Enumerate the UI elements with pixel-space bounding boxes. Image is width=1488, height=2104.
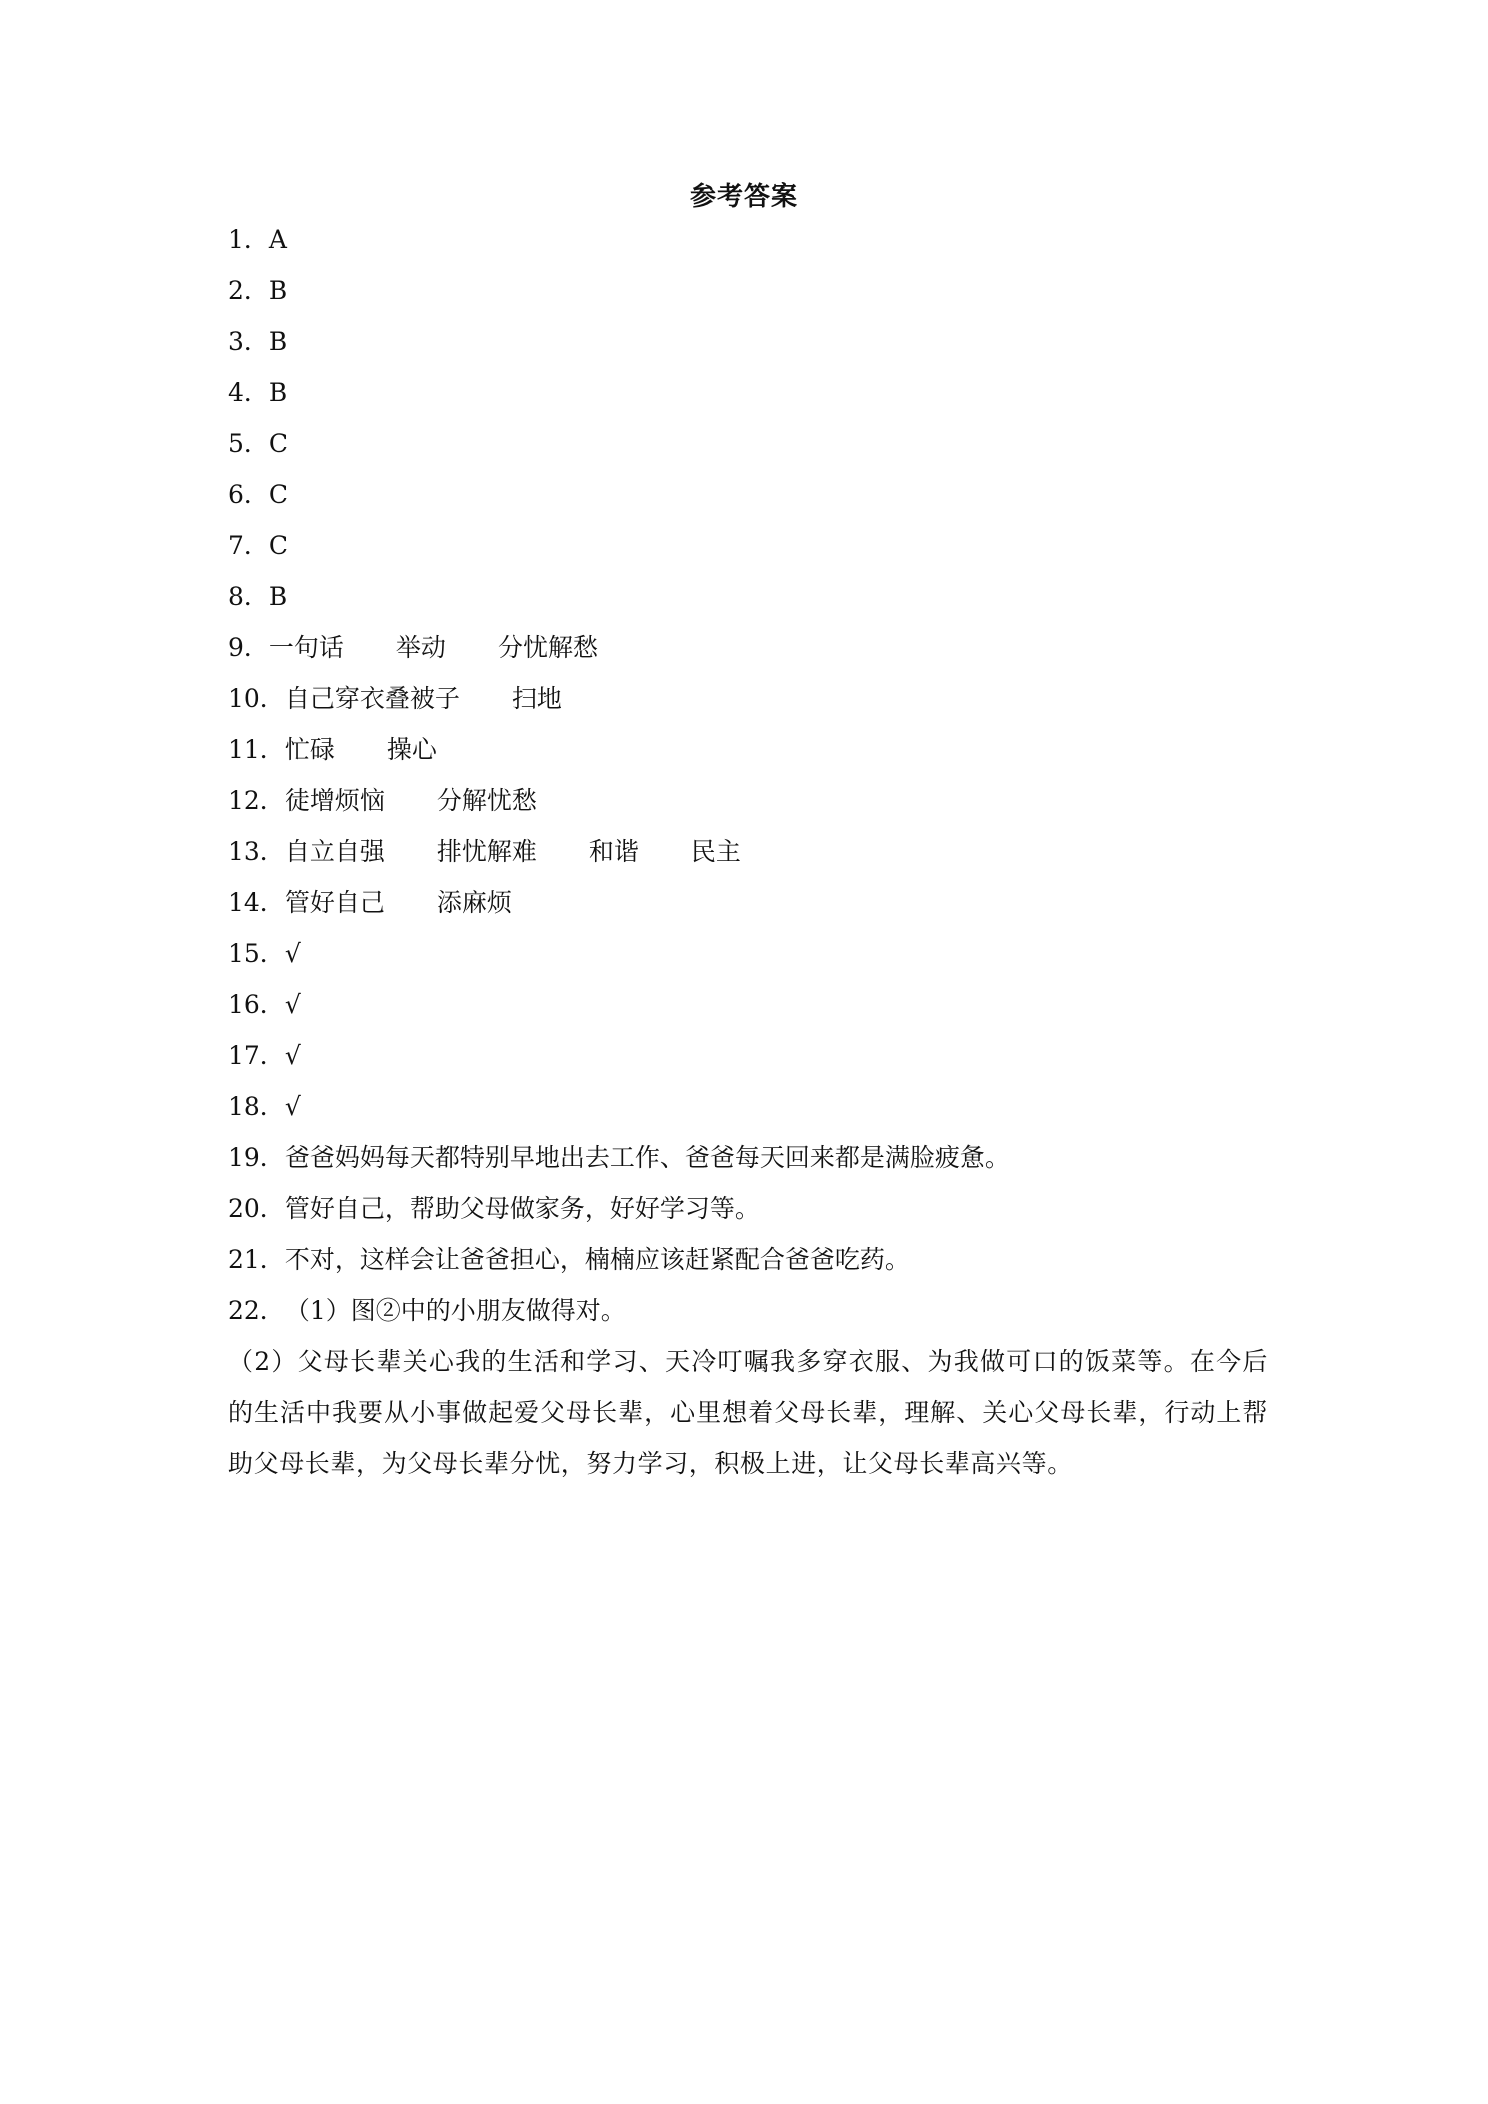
answer-number: 2． bbox=[228, 276, 269, 305]
answer-number: 6． bbox=[228, 480, 269, 509]
answer-number: 9． bbox=[228, 633, 269, 662]
answer-number: 13． bbox=[228, 837, 285, 866]
answer-number: 1． bbox=[228, 225, 269, 254]
answer-number: 20． bbox=[228, 1194, 285, 1223]
answer-text: √ bbox=[284, 1041, 301, 1070]
answer-item bbox=[228, 520, 1268, 571]
answer-text: C bbox=[268, 531, 289, 560]
answer-item bbox=[228, 1030, 1268, 1081]
answer-item bbox=[228, 316, 1268, 367]
answer-item bbox=[228, 265, 1268, 316]
answer-text: 徒增烦恼 bbox=[284, 786, 385, 815]
answer-item bbox=[228, 724, 1268, 775]
answer-text: 举动 bbox=[395, 633, 446, 662]
answer-text: 操心 bbox=[386, 735, 437, 764]
answer-text: √ bbox=[284, 990, 301, 1019]
answer-text: 和谐 bbox=[588, 837, 639, 866]
answer-number: 14． bbox=[228, 888, 285, 917]
answer-number: 7． bbox=[228, 531, 269, 560]
answer-item bbox=[228, 469, 1268, 520]
answer-item bbox=[228, 877, 1268, 928]
answer-number: 22． bbox=[228, 1296, 285, 1325]
answer-text: 爸爸妈妈每天都特别早地出去工作、爸爸每天回来都是满脸疲惫。 bbox=[284, 1143, 1010, 1172]
answer-text: 忙碌 bbox=[284, 735, 335, 764]
answer-number: 15． bbox=[228, 939, 285, 968]
answer-item bbox=[228, 1285, 1268, 1336]
answer-text: C bbox=[268, 480, 289, 509]
answer-text: 管好自己 bbox=[284, 888, 385, 917]
answer-text: 分解忧愁 bbox=[436, 786, 537, 815]
answer-number: 21． bbox=[228, 1245, 285, 1274]
answer-number: 8． bbox=[228, 582, 269, 611]
answer-text: B bbox=[268, 582, 288, 611]
answer-text: B bbox=[268, 378, 288, 407]
answer-text: B bbox=[268, 276, 288, 305]
answer-text: 不对，这样会让爸爸担心，楠楠应该赶紧配合爸爸吃药。 bbox=[284, 1245, 910, 1274]
answer-item bbox=[228, 979, 1268, 1030]
answer-number: 17． bbox=[228, 1041, 285, 1070]
answer-text: 扫地 bbox=[511, 684, 562, 713]
answer-number: 11． bbox=[228, 735, 285, 764]
answer-text: 排忧解难 bbox=[436, 837, 537, 866]
answer-text: A bbox=[268, 225, 287, 254]
answer-text: 管好自己，帮助父母做家务，好好学习等。 bbox=[284, 1194, 760, 1223]
answer-text: 一句话 bbox=[268, 633, 344, 662]
answer-text: 自立自强 bbox=[284, 837, 385, 866]
page-title: 参考答案 bbox=[689, 182, 798, 212]
answer-text: 分忧解愁 bbox=[497, 633, 598, 662]
answer-item bbox=[228, 1081, 1268, 1132]
answer-item bbox=[228, 1234, 1268, 1285]
answer-number: 5． bbox=[228, 429, 269, 458]
answer-item bbox=[228, 1132, 1268, 1183]
answer-item bbox=[228, 928, 1268, 979]
answer-text: （1）图②中的小朋友做得对。 bbox=[284, 1296, 626, 1325]
q22-part2-text: （2）父母长辈关心我的生活和学习、天冷叮嘱我多穿衣服、为我做可口的饭菜等。在今后的生活中我要从小事做起爱父母长辈，心里想着父母长辈，理解、关心父母长辈，行动上帮助父母长辈，为父母长辈分忧，努力学习，积极上进，让父母长辈高兴等。 bbox=[228, 1347, 1268, 1478]
answer-text: B bbox=[268, 327, 288, 356]
answer-number: 3． bbox=[228, 327, 269, 356]
answer-item bbox=[228, 1183, 1268, 1234]
answer-text: √ bbox=[284, 1092, 301, 1121]
answer-number: 10． bbox=[228, 684, 285, 713]
answer-item bbox=[228, 571, 1268, 622]
answer-item bbox=[228, 367, 1268, 418]
answer-item bbox=[228, 214, 1268, 265]
answer-number: 18． bbox=[228, 1092, 285, 1121]
answer-number: 12． bbox=[228, 786, 285, 815]
answer-item bbox=[228, 673, 1268, 724]
answer-text: 添麻烦 bbox=[436, 888, 512, 917]
answer-number: 4． bbox=[228, 378, 269, 407]
answer-text: C bbox=[268, 429, 289, 458]
answer-item bbox=[228, 622, 1268, 673]
answer-item bbox=[228, 775, 1268, 826]
answer-number: 16． bbox=[228, 990, 285, 1019]
answer-text: 自己穿衣叠被子 bbox=[284, 684, 460, 713]
answer-item bbox=[228, 418, 1268, 469]
answer-text: √ bbox=[284, 939, 301, 968]
answer-item bbox=[228, 826, 1268, 877]
answer-text: 民主 bbox=[690, 837, 741, 866]
answer-list bbox=[228, 214, 1268, 1489]
answer-number: 19． bbox=[228, 1143, 285, 1172]
